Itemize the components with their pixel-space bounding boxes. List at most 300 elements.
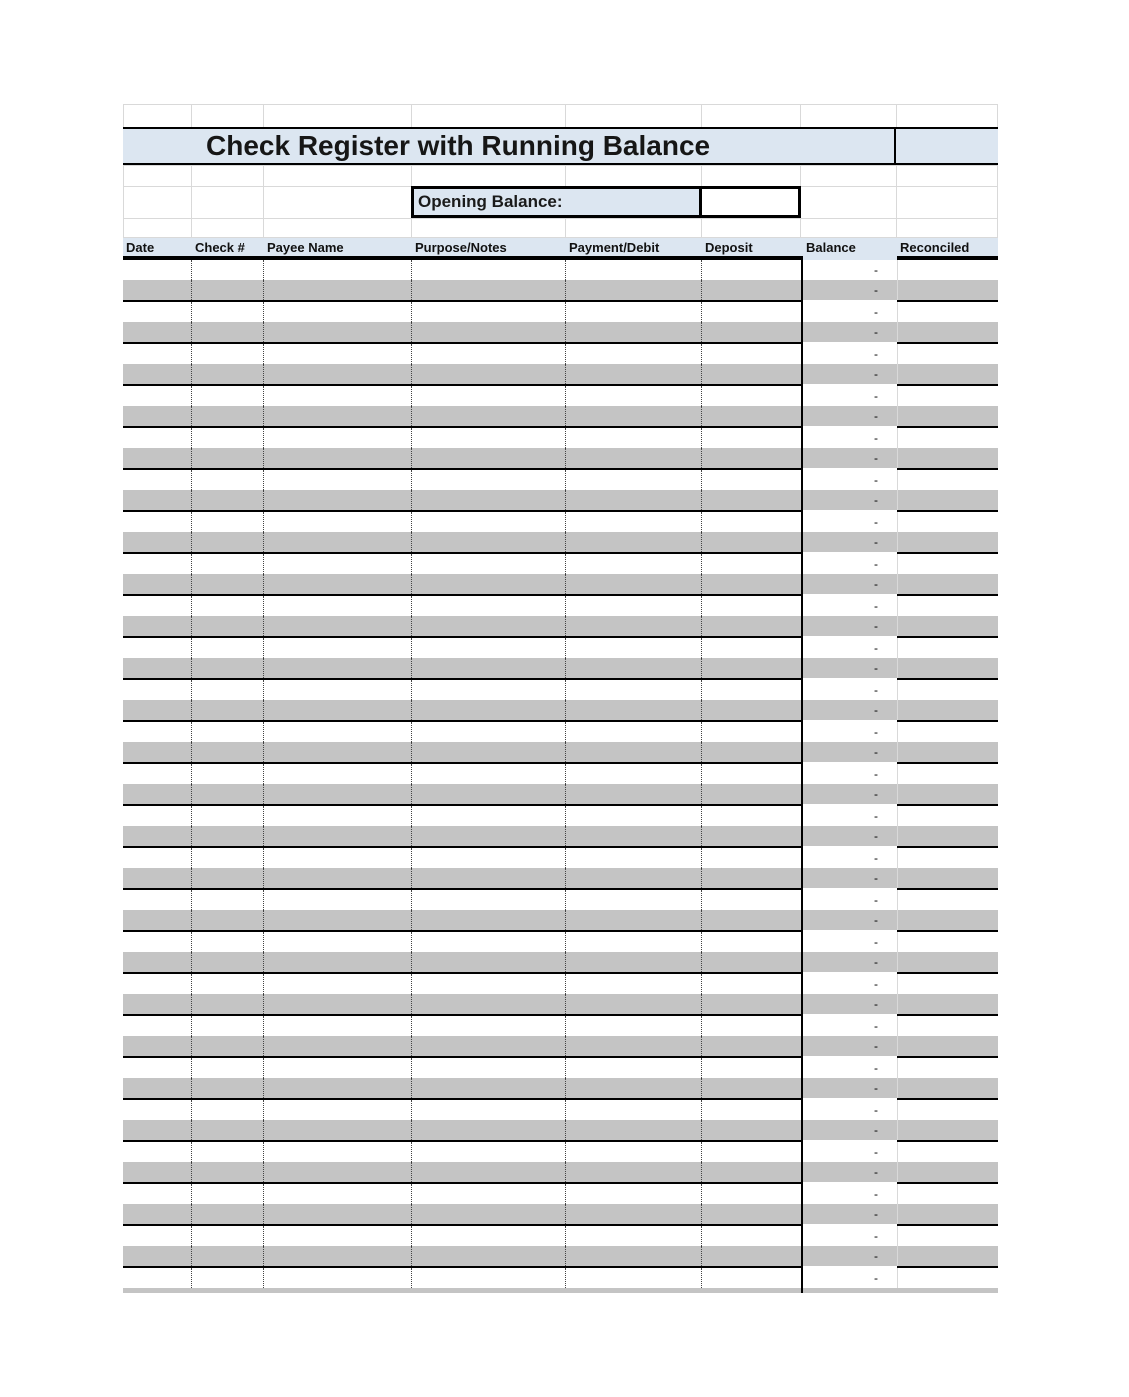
- cell-date[interactable]: [123, 952, 192, 972]
- cell-payment-debit[interactable]: [566, 322, 702, 342]
- cell-payment-debit[interactable]: [566, 428, 702, 448]
- cell-deposit[interactable]: [702, 848, 801, 868]
- cell-date[interactable]: [123, 406, 192, 426]
- cell-balance[interactable]: -: [801, 596, 897, 616]
- cell-check-number[interactable]: [192, 848, 264, 868]
- cell-payee-name[interactable]: [264, 428, 412, 448]
- cell-purpose-notes[interactable]: [412, 722, 566, 742]
- cell-check-number[interactable]: [192, 638, 264, 658]
- cell-purpose-notes[interactable]: [412, 490, 566, 510]
- cell-payment-debit[interactable]: [566, 1226, 702, 1246]
- cell-deposit[interactable]: [702, 448, 801, 468]
- cell-payment-debit[interactable]: [566, 1184, 702, 1204]
- cell-reconciled[interactable]: [897, 700, 998, 720]
- cell-purpose-notes[interactable]: [412, 1268, 566, 1288]
- cell-date[interactable]: [123, 1226, 192, 1246]
- cell-date[interactable]: [123, 784, 192, 804]
- cell-payee-name[interactable]: [264, 302, 412, 322]
- cell-payment-debit[interactable]: [566, 1058, 702, 1078]
- cell-deposit[interactable]: [702, 1268, 801, 1288]
- cell-payment-debit[interactable]: [566, 658, 702, 678]
- cell-balance[interactable]: -: [801, 742, 897, 762]
- cell-deposit[interactable]: [702, 700, 801, 720]
- cell-deposit[interactable]: [702, 280, 801, 300]
- cell-reconciled[interactable]: [897, 280, 998, 300]
- cell-payee-name[interactable]: [264, 890, 412, 910]
- cell-deposit[interactable]: [702, 1016, 801, 1036]
- cell-deposit[interactable]: [702, 1036, 801, 1056]
- cell-reconciled[interactable]: [897, 260, 998, 280]
- cell-reconciled[interactable]: [897, 1058, 998, 1078]
- cell-purpose-notes[interactable]: [412, 974, 566, 994]
- cell-date[interactable]: [123, 616, 192, 636]
- cell-reconciled[interactable]: [897, 764, 998, 784]
- cell-payment-debit[interactable]: [566, 1142, 702, 1162]
- cell-deposit[interactable]: [702, 1246, 801, 1266]
- cell-date[interactable]: [123, 742, 192, 762]
- cell-payee-name[interactable]: [264, 826, 412, 846]
- cell-balance[interactable]: -: [801, 490, 897, 510]
- cell-payee-name[interactable]: [264, 806, 412, 826]
- cell-purpose-notes[interactable]: [412, 512, 566, 532]
- cell-purpose-notes[interactable]: [412, 994, 566, 1014]
- cell-check-number[interactable]: [192, 1078, 264, 1098]
- cell-check-number[interactable]: [192, 806, 264, 826]
- cell-reconciled[interactable]: [897, 910, 998, 930]
- cell-reconciled[interactable]: [897, 826, 998, 846]
- cell-check-number[interactable]: [192, 1016, 264, 1036]
- cell-balance[interactable]: -: [801, 448, 897, 468]
- cell-payee-name[interactable]: [264, 406, 412, 426]
- cell-deposit[interactable]: [702, 616, 801, 636]
- cell-date[interactable]: [123, 428, 192, 448]
- cell-reconciled[interactable]: [897, 638, 998, 658]
- cell-deposit[interactable]: [702, 1100, 801, 1120]
- cell-purpose-notes[interactable]: [412, 658, 566, 678]
- cell-date[interactable]: [123, 994, 192, 1014]
- cell-payee-name[interactable]: [264, 1162, 412, 1182]
- cell-date[interactable]: [123, 344, 192, 364]
- cell-purpose-notes[interactable]: [412, 344, 566, 364]
- cell-reconciled[interactable]: [897, 616, 998, 636]
- cell-purpose-notes[interactable]: [412, 826, 566, 846]
- cell-date[interactable]: [123, 512, 192, 532]
- cell-balance[interactable]: -: [801, 1058, 897, 1078]
- cell-balance[interactable]: -: [801, 532, 897, 552]
- cell-payee-name[interactable]: [264, 722, 412, 742]
- cell-deposit[interactable]: [702, 722, 801, 742]
- cell-purpose-notes[interactable]: [412, 428, 566, 448]
- cell-date[interactable]: [123, 1162, 192, 1182]
- cell-balance[interactable]: -: [801, 322, 897, 342]
- cell-payment-debit[interactable]: [566, 1162, 702, 1182]
- cell-balance[interactable]: -: [801, 932, 897, 952]
- cell-deposit[interactable]: [702, 1162, 801, 1182]
- cell-balance[interactable]: -: [801, 364, 897, 384]
- cell-deposit[interactable]: [702, 952, 801, 972]
- cell-balance[interactable]: -: [801, 1184, 897, 1204]
- cell-balance[interactable]: -: [801, 1268, 897, 1288]
- cell-reconciled[interactable]: [897, 1078, 998, 1098]
- cell-check-number[interactable]: [192, 994, 264, 1014]
- cell-payment-debit[interactable]: [566, 1016, 702, 1036]
- cell-reconciled[interactable]: [897, 994, 998, 1014]
- cell-purpose-notes[interactable]: [412, 848, 566, 868]
- cell-date[interactable]: [123, 302, 192, 322]
- cell-check-number[interactable]: [192, 302, 264, 322]
- cell-deposit[interactable]: [702, 302, 801, 322]
- cell-balance[interactable]: -: [801, 1120, 897, 1140]
- cell-deposit[interactable]: [702, 764, 801, 784]
- cell-check-number[interactable]: [192, 826, 264, 846]
- cell-deposit[interactable]: [702, 596, 801, 616]
- cell-reconciled[interactable]: [897, 1268, 998, 1288]
- cell-payee-name[interactable]: [264, 386, 412, 406]
- cell-payment-debit[interactable]: [566, 512, 702, 532]
- cell-deposit[interactable]: [702, 554, 801, 574]
- cell-purpose-notes[interactable]: [412, 1016, 566, 1036]
- cell-date[interactable]: [123, 658, 192, 678]
- cell-payee-name[interactable]: [264, 344, 412, 364]
- cell-deposit[interactable]: [702, 658, 801, 678]
- cell-deposit[interactable]: [702, 932, 801, 952]
- cell-date[interactable]: [123, 554, 192, 574]
- cell-balance[interactable]: -: [801, 1246, 897, 1266]
- cell-deposit[interactable]: [702, 470, 801, 490]
- cell-balance[interactable]: -: [801, 1142, 897, 1162]
- cell-purpose-notes[interactable]: [412, 890, 566, 910]
- cell-deposit[interactable]: [702, 260, 801, 280]
- cell-purpose-notes[interactable]: [412, 1246, 566, 1266]
- cell-payment-debit[interactable]: [566, 1036, 702, 1056]
- cell-date[interactable]: [123, 974, 192, 994]
- cell-purpose-notes[interactable]: [412, 448, 566, 468]
- cell-purpose-notes[interactable]: [412, 280, 566, 300]
- cell-reconciled[interactable]: [897, 428, 998, 448]
- cell-deposit[interactable]: [702, 890, 801, 910]
- cell-reconciled[interactable]: [897, 974, 998, 994]
- cell-date[interactable]: [123, 1268, 192, 1288]
- cell-payment-debit[interactable]: [566, 406, 702, 426]
- cell-purpose-notes[interactable]: [412, 638, 566, 658]
- cell-payment-debit[interactable]: [566, 784, 702, 804]
- cell-payee-name[interactable]: [264, 512, 412, 532]
- cell-deposit[interactable]: [702, 1078, 801, 1098]
- cell-deposit[interactable]: [702, 1184, 801, 1204]
- opening-balance-input[interactable]: [699, 189, 798, 215]
- cell-check-number[interactable]: [192, 1120, 264, 1140]
- cell-balance[interactable]: -: [801, 680, 897, 700]
- cell-balance[interactable]: -: [801, 406, 897, 426]
- cell-check-number[interactable]: [192, 700, 264, 720]
- cell-date[interactable]: [123, 890, 192, 910]
- cell-payee-name[interactable]: [264, 364, 412, 384]
- cell-balance[interactable]: -: [801, 722, 897, 742]
- cell-reconciled[interactable]: [897, 1204, 998, 1224]
- cell-reconciled[interactable]: [897, 848, 998, 868]
- cell-payee-name[interactable]: [264, 910, 412, 930]
- cell-balance[interactable]: -: [801, 616, 897, 636]
- cell-payee-name[interactable]: [264, 994, 412, 1014]
- cell-purpose-notes[interactable]: [412, 1120, 566, 1140]
- cell-payment-debit[interactable]: [566, 344, 702, 364]
- cell-deposit[interactable]: [702, 680, 801, 700]
- cell-purpose-notes[interactable]: [412, 700, 566, 720]
- cell-payee-name[interactable]: [264, 742, 412, 762]
- cell-purpose-notes[interactable]: [412, 616, 566, 636]
- cell-check-number[interactable]: [192, 764, 264, 784]
- cell-deposit[interactable]: [702, 826, 801, 846]
- cell-payment-debit[interactable]: [566, 302, 702, 322]
- cell-payment-debit[interactable]: [566, 1078, 702, 1098]
- cell-date[interactable]: [123, 1246, 192, 1266]
- cell-check-number[interactable]: [192, 1142, 264, 1162]
- cell-payee-name[interactable]: [264, 700, 412, 720]
- cell-purpose-notes[interactable]: [412, 260, 566, 280]
- cell-payee-name[interactable]: [264, 1246, 412, 1266]
- cell-payee-name[interactable]: [264, 322, 412, 342]
- cell-date[interactable]: [123, 910, 192, 930]
- cell-payee-name[interactable]: [264, 952, 412, 972]
- cell-check-number[interactable]: [192, 428, 264, 448]
- cell-balance[interactable]: -: [801, 470, 897, 490]
- cell-check-number[interactable]: [192, 406, 264, 426]
- cell-balance[interactable]: -: [801, 890, 897, 910]
- cell-reconciled[interactable]: [897, 1100, 998, 1120]
- cell-payee-name[interactable]: [264, 470, 412, 490]
- cell-reconciled[interactable]: [897, 932, 998, 952]
- cell-reconciled[interactable]: [897, 364, 998, 384]
- cell-payee-name[interactable]: [264, 1226, 412, 1246]
- cell-date[interactable]: [123, 1204, 192, 1224]
- cell-date[interactable]: [123, 470, 192, 490]
- cell-date[interactable]: [123, 448, 192, 468]
- cell-reconciled[interactable]: [897, 1226, 998, 1246]
- cell-payee-name[interactable]: [264, 638, 412, 658]
- cell-check-number[interactable]: [192, 532, 264, 552]
- cell-check-number[interactable]: [192, 344, 264, 364]
- cell-payment-debit[interactable]: [566, 826, 702, 846]
- cell-check-number[interactable]: [192, 260, 264, 280]
- cell-reconciled[interactable]: [897, 784, 998, 804]
- cell-payment-debit[interactable]: [566, 700, 702, 720]
- cell-payee-name[interactable]: [264, 448, 412, 468]
- cell-payment-debit[interactable]: [566, 722, 702, 742]
- cell-deposit[interactable]: [702, 1226, 801, 1246]
- cell-date[interactable]: [123, 680, 192, 700]
- cell-balance[interactable]: -: [801, 280, 897, 300]
- cell-purpose-notes[interactable]: [412, 1204, 566, 1224]
- cell-purpose-notes[interactable]: [412, 910, 566, 930]
- cell-payee-name[interactable]: [264, 680, 412, 700]
- cell-reconciled[interactable]: [897, 1246, 998, 1266]
- cell-reconciled[interactable]: [897, 680, 998, 700]
- cell-check-number[interactable]: [192, 280, 264, 300]
- cell-payment-debit[interactable]: [566, 680, 702, 700]
- cell-payee-name[interactable]: [264, 490, 412, 510]
- cell-date[interactable]: [123, 826, 192, 846]
- cell-balance[interactable]: -: [801, 512, 897, 532]
- cell-deposit[interactable]: [702, 910, 801, 930]
- cell-purpose-notes[interactable]: [412, 386, 566, 406]
- cell-payment-debit[interactable]: [566, 1268, 702, 1288]
- cell-purpose-notes[interactable]: [412, 680, 566, 700]
- cell-reconciled[interactable]: [897, 596, 998, 616]
- cell-purpose-notes[interactable]: [412, 1058, 566, 1078]
- cell-check-number[interactable]: [192, 596, 264, 616]
- cell-payment-debit[interactable]: [566, 260, 702, 280]
- cell-deposit[interactable]: [702, 994, 801, 1014]
- cell-payee-name[interactable]: [264, 1120, 412, 1140]
- cell-reconciled[interactable]: [897, 322, 998, 342]
- cell-balance[interactable]: -: [801, 638, 897, 658]
- cell-payment-debit[interactable]: [566, 952, 702, 972]
- cell-check-number[interactable]: [192, 616, 264, 636]
- cell-payee-name[interactable]: [264, 932, 412, 952]
- cell-purpose-notes[interactable]: [412, 470, 566, 490]
- cell-balance[interactable]: -: [801, 848, 897, 868]
- cell-balance[interactable]: -: [801, 868, 897, 888]
- cell-check-number[interactable]: [192, 1162, 264, 1182]
- cell-reconciled[interactable]: [897, 1036, 998, 1056]
- cell-reconciled[interactable]: [897, 868, 998, 888]
- cell-reconciled[interactable]: [897, 952, 998, 972]
- cell-date[interactable]: [123, 280, 192, 300]
- cell-payee-name[interactable]: [264, 658, 412, 678]
- cell-balance[interactable]: -: [801, 826, 897, 846]
- cell-payment-debit[interactable]: [566, 470, 702, 490]
- cell-date[interactable]: [123, 1184, 192, 1204]
- cell-purpose-notes[interactable]: [412, 364, 566, 384]
- cell-payee-name[interactable]: [264, 868, 412, 888]
- cell-payee-name[interactable]: [264, 1184, 412, 1204]
- cell-check-number[interactable]: [192, 554, 264, 574]
- cell-reconciled[interactable]: [897, 890, 998, 910]
- cell-check-number[interactable]: [192, 512, 264, 532]
- cell-check-number[interactable]: [192, 1246, 264, 1266]
- cell-date[interactable]: [123, 868, 192, 888]
- cell-balance[interactable]: -: [801, 386, 897, 406]
- cell-date[interactable]: [123, 638, 192, 658]
- cell-deposit[interactable]: [702, 490, 801, 510]
- cell-deposit[interactable]: [702, 512, 801, 532]
- cell-check-number[interactable]: [192, 910, 264, 930]
- cell-payment-debit[interactable]: [566, 448, 702, 468]
- cell-reconciled[interactable]: [897, 490, 998, 510]
- cell-check-number[interactable]: [192, 680, 264, 700]
- cell-payment-debit[interactable]: [566, 994, 702, 1014]
- cell-payee-name[interactable]: [264, 554, 412, 574]
- cell-date[interactable]: [123, 1036, 192, 1056]
- cell-check-number[interactable]: [192, 722, 264, 742]
- cell-date[interactable]: [123, 1120, 192, 1140]
- cell-payee-name[interactable]: [264, 1058, 412, 1078]
- cell-purpose-notes[interactable]: [412, 784, 566, 804]
- cell-payment-debit[interactable]: [566, 742, 702, 762]
- cell-balance[interactable]: -: [801, 1226, 897, 1246]
- cell-date[interactable]: [123, 532, 192, 552]
- cell-purpose-notes[interactable]: [412, 1036, 566, 1056]
- cell-payment-debit[interactable]: [566, 848, 702, 868]
- cell-purpose-notes[interactable]: [412, 932, 566, 952]
- cell-reconciled[interactable]: [897, 302, 998, 322]
- cell-payment-debit[interactable]: [566, 490, 702, 510]
- cell-balance[interactable]: -: [801, 1036, 897, 1056]
- cell-balance[interactable]: -: [801, 974, 897, 994]
- cell-purpose-notes[interactable]: [412, 806, 566, 826]
- cell-check-number[interactable]: [192, 784, 264, 804]
- cell-purpose-notes[interactable]: [412, 1162, 566, 1182]
- cell-balance[interactable]: -: [801, 1078, 897, 1098]
- cell-deposit[interactable]: [702, 1058, 801, 1078]
- cell-reconciled[interactable]: [897, 532, 998, 552]
- cell-balance[interactable]: -: [801, 1016, 897, 1036]
- cell-date[interactable]: [123, 700, 192, 720]
- cell-payment-debit[interactable]: [566, 574, 702, 594]
- cell-check-number[interactable]: [192, 1268, 264, 1288]
- cell-purpose-notes[interactable]: [412, 1226, 566, 1246]
- cell-balance[interactable]: -: [801, 554, 897, 574]
- cell-check-number[interactable]: [192, 1058, 264, 1078]
- cell-date[interactable]: [123, 764, 192, 784]
- cell-payment-debit[interactable]: [566, 638, 702, 658]
- cell-balance[interactable]: -: [801, 994, 897, 1014]
- cell-reconciled[interactable]: [897, 574, 998, 594]
- cell-payee-name[interactable]: [264, 1204, 412, 1224]
- cell-reconciled[interactable]: [897, 806, 998, 826]
- cell-deposit[interactable]: [702, 638, 801, 658]
- cell-date[interactable]: [123, 848, 192, 868]
- cell-deposit[interactable]: [702, 386, 801, 406]
- cell-check-number[interactable]: [192, 742, 264, 762]
- cell-balance[interactable]: -: [801, 302, 897, 322]
- cell-purpose-notes[interactable]: [412, 1142, 566, 1162]
- cell-check-number[interactable]: [192, 448, 264, 468]
- cell-balance[interactable]: -: [801, 1100, 897, 1120]
- cell-payee-name[interactable]: [264, 1016, 412, 1036]
- cell-deposit[interactable]: [702, 742, 801, 762]
- cell-payee-name[interactable]: [264, 280, 412, 300]
- cell-date[interactable]: [123, 1078, 192, 1098]
- cell-reconciled[interactable]: [897, 658, 998, 678]
- cell-purpose-notes[interactable]: [412, 574, 566, 594]
- cell-payee-name[interactable]: [264, 596, 412, 616]
- cell-deposit[interactable]: [702, 974, 801, 994]
- cell-deposit[interactable]: [702, 868, 801, 888]
- cell-payment-debit[interactable]: [566, 1120, 702, 1140]
- cell-check-number[interactable]: [192, 1100, 264, 1120]
- cell-payee-name[interactable]: [264, 532, 412, 552]
- cell-deposit[interactable]: [702, 806, 801, 826]
- cell-deposit[interactable]: [702, 532, 801, 552]
- cell-purpose-notes[interactable]: [412, 302, 566, 322]
- cell-payment-debit[interactable]: [566, 596, 702, 616]
- cell-payee-name[interactable]: [264, 616, 412, 636]
- cell-purpose-notes[interactable]: [412, 1184, 566, 1204]
- cell-check-number[interactable]: [192, 386, 264, 406]
- cell-payment-debit[interactable]: [566, 932, 702, 952]
- cell-date[interactable]: [123, 364, 192, 384]
- cell-balance[interactable]: -: [801, 910, 897, 930]
- cell-payment-debit[interactable]: [566, 280, 702, 300]
- cell-payee-name[interactable]: [264, 848, 412, 868]
- cell-date[interactable]: [123, 1142, 192, 1162]
- cell-payee-name[interactable]: [264, 974, 412, 994]
- cell-balance[interactable]: -: [801, 574, 897, 594]
- cell-payment-debit[interactable]: [566, 1100, 702, 1120]
- cell-reconciled[interactable]: [897, 1120, 998, 1140]
- cell-reconciled[interactable]: [897, 1184, 998, 1204]
